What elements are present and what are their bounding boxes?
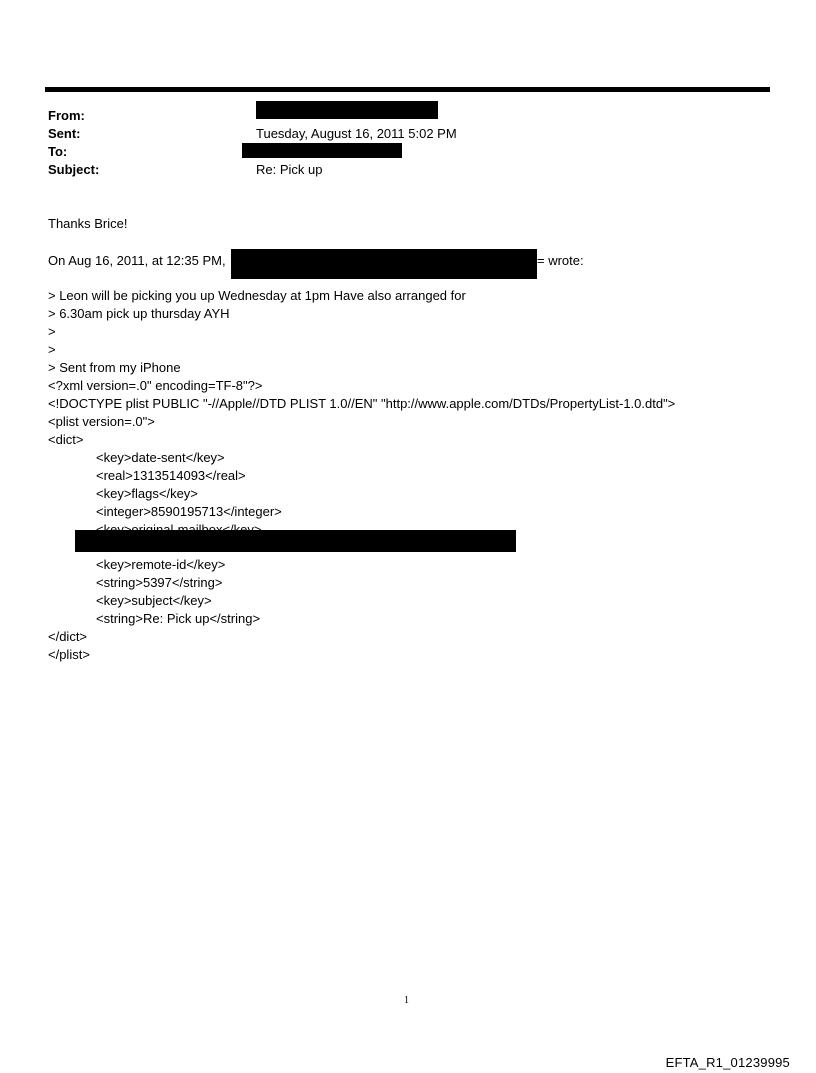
dict-line: <key>remote-id</key> — [96, 557, 226, 572]
page-number: 1 — [404, 995, 409, 1006]
from-label: From: — [48, 108, 85, 123]
quoted-line: > — [48, 342, 56, 357]
reply-prefix: On Aug 16, 2011, at 12:35 PM, — [48, 253, 226, 268]
greeting: Thanks Brice! — [48, 216, 128, 231]
quoted-line: > Leon will be picking you up Wednesday at 1pm Have also arranged for — [48, 288, 466, 303]
dict-line: <key>date-sent</key> — [96, 450, 225, 465]
sent-label: Sent: — [48, 126, 81, 141]
redacted-from — [256, 101, 438, 119]
dict-line: <key>flags</key> — [96, 486, 198, 501]
xml-line: <?xml version=.0" encoding=TF-8"?> — [48, 378, 263, 393]
quoted-line: > 6.30am pick up thursday AYH — [48, 306, 230, 321]
xml-line: <dict> — [48, 432, 84, 447]
subject-label: Subject: — [48, 162, 100, 177]
quoted-line: > — [48, 324, 56, 339]
dict-line: <string>5397</string> — [96, 575, 223, 590]
dict-line: <key>subject</key> — [96, 593, 212, 608]
redacted-sender — [231, 249, 537, 279]
xml-line: <plist version=.0"> — [48, 414, 155, 429]
dict-line: <integer>8590195713</integer> — [96, 504, 282, 519]
xml-line: <!DOCTYPE plist PUBLIC "-//Apple//DTD PLIST 1.0//EN" "http://www.apple.com/DTDs/PropertyList-1.0.dtd"> — [48, 396, 676, 411]
subject-value: Re: Pick up — [256, 162, 323, 177]
quoted-line: > Sent from my iPhone — [48, 360, 181, 375]
redacted-to — [242, 143, 402, 158]
header-rule — [45, 87, 770, 92]
bates-number: EFTA_R1_01239995 — [665, 1055, 790, 1070]
xml-close-line: </dict> — [48, 629, 88, 644]
reply-suffix: = wrote: — [537, 253, 584, 268]
to-label: To: — [48, 144, 68, 159]
dict-line: <real>1313514093</real> — [96, 468, 246, 483]
xml-close-line: </plist> — [48, 647, 90, 662]
sent-value: Tuesday, August 16, 2011 5:02 PM — [256, 126, 457, 141]
redacted-mailbox — [75, 530, 516, 552]
dict-line: <string>Re: Pick up</string> — [96, 611, 261, 626]
